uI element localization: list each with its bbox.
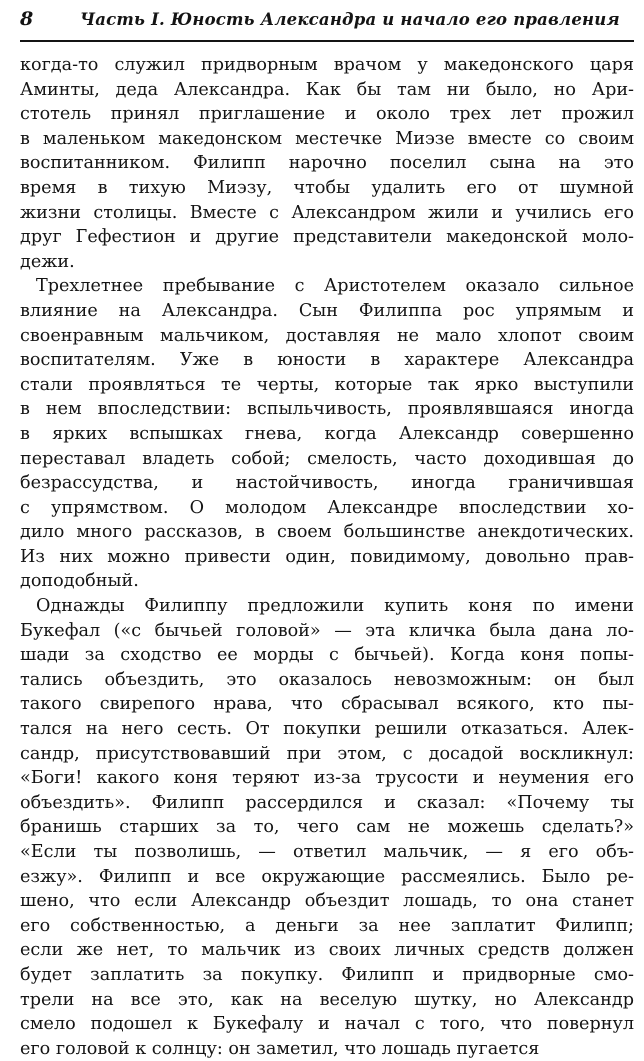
text-line: друг Гефестион и другие представители македонской моло- [20, 227, 634, 248]
text-line: жизни столицы. Вместе с Александром жили и учились его [20, 202, 634, 223]
text-line: Трехлетнее пребывание с Аристотелем оказало сильное [36, 276, 634, 297]
text-line: доподобный. [20, 571, 139, 592]
text-line: трели на все это, как на веселую шутку, но Александр [20, 989, 634, 1010]
text-line: сандр, присутствовавший при этом, с досадой воскликнул: [20, 743, 634, 764]
paragraph [20, 274, 634, 594]
header-rule [20, 40, 634, 42]
body-text [20, 53, 634, 1061]
running-header [20, 8, 634, 34]
text-line: его собственностью, а деньги за нее заплатит Филипп; [20, 915, 634, 936]
text-line: шено, что если Александр объездит лошадь, то она станет [20, 891, 634, 912]
text-line: смело подошел к Букефалу и начал с того, что повернул [20, 1014, 634, 1035]
text-line: время в тихую Миэзу, чтобы удалить его от шумной [20, 177, 634, 198]
running-title: Часть I. Юность Александра и начало его правления [80, 10, 620, 29]
text-line: стотель принял приглашение и около трех лет прожил [20, 104, 634, 125]
text-line: воспитанником. Филипп нарочно поселил сына на это [20, 153, 634, 174]
text-line: «Боги! какого коня теряют из-за трусости и неумения его [20, 768, 634, 789]
page-number: 8 [20, 8, 34, 30]
text-line: если же нет, то мальчик из своих личных средств должен [20, 940, 634, 961]
text-line: переставал владеть собой; смелость, часто доходившая до [20, 448, 634, 469]
text-line: тались объездить, это оказалось невозможным: он был [20, 669, 634, 690]
text-line: когда-то служил придворным врачом у македонского царя [20, 55, 634, 75]
text-line: его головой к солнцу: он заметил, что лошадь пугается [20, 1038, 540, 1059]
text-line: с упрямством. О молодом Александре впоследствии хо- [20, 497, 634, 518]
text-line: стали проявляться те черты, которые так ярко выступили [20, 374, 634, 395]
text-line: в ярких вспышках гнева, когда Александр совершенно [20, 423, 634, 444]
text-line: шади за сходство ее морды с бычьей). Когда коня попы- [20, 645, 634, 666]
text-line: объездить». Филипп рассердился и сказал: «Почему ты [20, 792, 634, 813]
paragraph [20, 594, 634, 1061]
text-line: езжу». Филипп и все окружающие рассмеялись. Было ре- [20, 866, 634, 887]
paragraph [20, 53, 634, 274]
text-line: дило много рассказов, в своем большинстве анекдотических. [20, 522, 634, 543]
text-line: в маленьком македонском местечке Миэзе вместе со своим [20, 128, 634, 149]
text-line: Однажды Филиппу предложили купить коня по имени [36, 596, 634, 617]
text-line: дежи. [20, 251, 75, 272]
text-line: Аминты, деда Александра. Как бы там ни было, но Ари- [20, 79, 634, 100]
text-line: в нем впоследствии: вспыльчивость, проявлявшаяся иногда [20, 399, 634, 420]
text-line: тался на него сесть. От покупки решили отказаться. Алек- [20, 719, 634, 740]
text-line: такого свирепого нрава, что сбрасывал всякого, кто пы- [20, 694, 634, 715]
text-line: безрассудства, и настойчивость, иногда граничившая [20, 473, 634, 494]
text-line: своенравным мальчиком, доставляя не мало хлопот своим [20, 325, 634, 346]
text-line: бранишь старших за то, чего сам не можешь сделать?» [20, 817, 634, 838]
text-line: будет заплатить за покупку. Филипп и придворные смо- [20, 964, 634, 985]
text-line: «Если ты позволишь, — ответил мальчик, — я его объ- [20, 842, 634, 862]
text-line: влияние на Александра. Сын Филиппа рос упрямым и [20, 300, 634, 321]
text-line: воспитателям. Уже в юности в характере Александра [20, 350, 634, 371]
text-line: Букефал («с бычьей головой» — эта кличка была дана ло- [20, 620, 634, 641]
text-line: Из них можно привести один, повидимому, довольно прав- [20, 546, 634, 567]
